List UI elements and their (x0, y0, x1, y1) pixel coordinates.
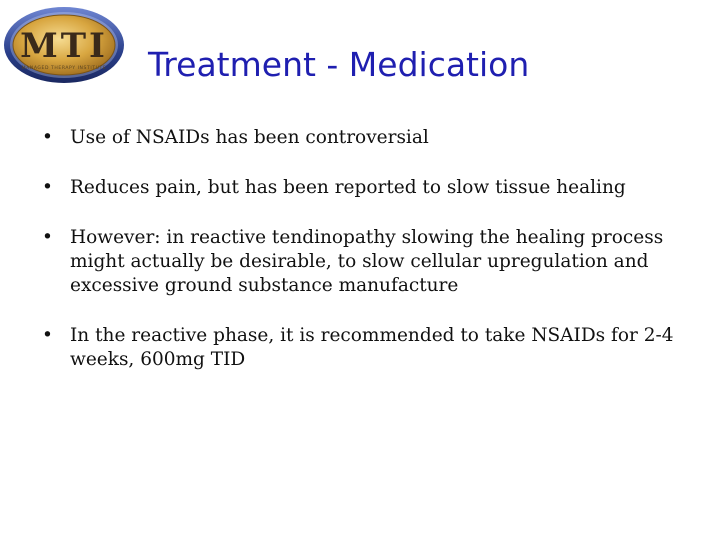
bullet-item (42, 126, 702, 150)
bullet-icon: • (42, 325, 53, 346)
bullet-text: Reduces pain, but has been reported to slow tissue healing (70, 177, 626, 198)
bullet-icon: • (42, 177, 53, 198)
bullet-text: However: in reactive tendinopathy slowing the healing process might actually be desirable, to slow cellular upregulation and excessive ground substance manufacture (70, 227, 664, 296)
mti-logo-graphic (2, 5, 126, 85)
slide-title: Treatment - Medication (148, 45, 530, 84)
bullet-text: In the reactive phase, it is recommended to take NSAIDs for 2-4 weeks, 600mg TID (70, 325, 674, 370)
bullet-item (42, 226, 702, 298)
bullet-item (42, 324, 702, 372)
bullet-text: Use of NSAIDs has been controversial (70, 127, 429, 148)
mti-logo (2, 5, 126, 85)
bullet-item (42, 176, 702, 200)
logo-wordmark: MTI (20, 26, 108, 66)
bullet-icon: • (42, 127, 53, 148)
bullet-icon: • (42, 227, 53, 248)
bullet-list (42, 126, 702, 398)
logo-ring-text: MANAGED THERAPY INSTITUTE (21, 66, 107, 71)
